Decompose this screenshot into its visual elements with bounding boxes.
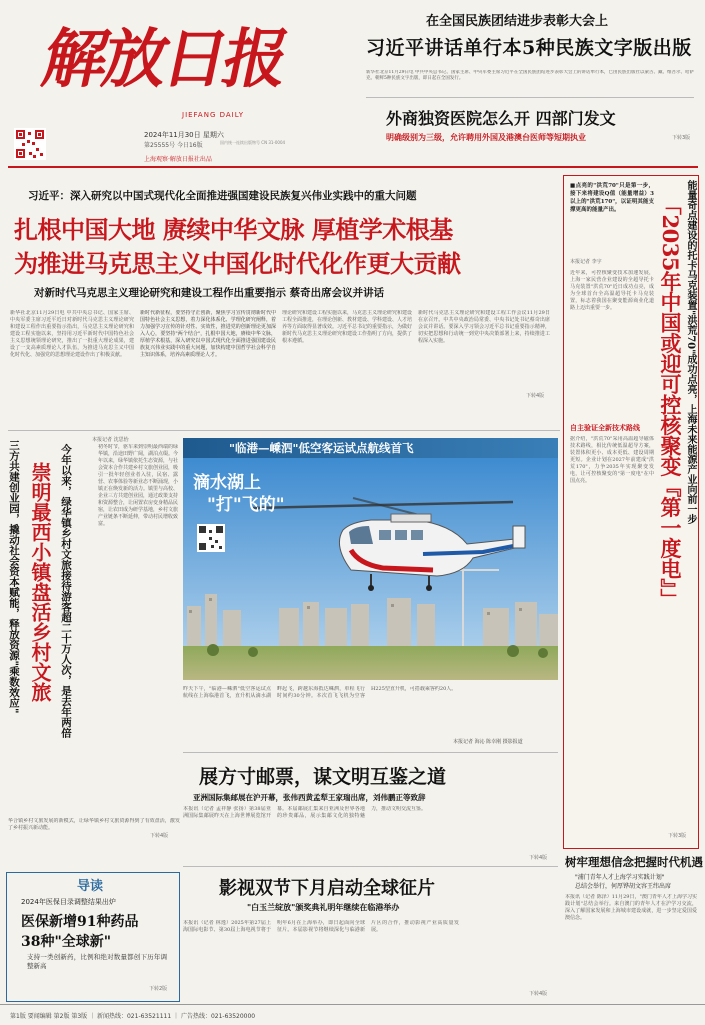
masthead-issue: 第25555号 今日16版 bbox=[144, 142, 203, 149]
guide-title-bar bbox=[7, 873, 179, 893]
feature-story bbox=[0, 430, 180, 840]
qr-code[interactable] bbox=[14, 128, 46, 160]
guide-item-sub: 2024年医保目录调整结果出炉 bbox=[21, 898, 116, 906]
feature-body: 初冬时节，驱车来到崇明最西端的绿华镇，沿途田野广阔，湖泊点缀。今年以来，绿华镇依托生态资源，与社会资本合作共建乡村文旅创业园，吸引一批年轻创业者入驻，民宿、露营、农事体验等新业态不断涌现，小镇正在焕发新的活力。镇里与高校、企业三方共建创业园，通过政策支持和资源整合，让闲置农房变身精品民宿，让农田成为研学基地，乡村文旅产业链条不断延伸，带动村民增收致富。 bbox=[98, 444, 178, 527]
photo-caption: 昨天下午，"临港—嵊泗"低空客运试点航线在上海临港首飞，直升机从滴水湖畔起飞，跨越东海抵达嵊泗，单程飞行时间约30分钟。本次首飞飞机为空客H225型直升机，可搭载乘客约20人。 bbox=[183, 686, 457, 699]
bottom-story bbox=[183, 866, 561, 1000]
bottom-body: 本报讯（记者 林逸）2025年第27届上海国际电影节、第30届上海电视节将于明年6月在上海举办，即日起面向全球征片。本届影视节将继续深化与临港新片区的合作，推动影视产业高质量发展。 bbox=[183, 920, 459, 933]
right-subheading: 自主验证全新技术路线 bbox=[570, 423, 640, 432]
feature-vertical-sub: 三方共建创业园，撬动社会资本赋能，释放资源"乘数效应" bbox=[8, 440, 20, 714]
footer-bar bbox=[0, 1004, 705, 1025]
feature-page-ref: 下转4版 bbox=[150, 833, 169, 839]
feature-vertical-title: 崇明最西小镇盘活乡村文旅 bbox=[28, 462, 52, 702]
stamp-page-ref: 下转4版 bbox=[529, 855, 548, 861]
commentary-sub-2: 总结会举行，何厚铧胡文容王纬出席 bbox=[575, 883, 672, 890]
divider bbox=[8, 430, 560, 431]
divider bbox=[366, 97, 694, 98]
top-news-page-ref: 下转3版 bbox=[672, 135, 691, 141]
masthead-slogan: 上海观察·解放日报社出品 bbox=[144, 156, 212, 163]
bottom-page-ref: 下转4版 bbox=[529, 991, 548, 997]
lead-headline-2: 为推进马克思主义中国化时代化作更大贡献 bbox=[14, 249, 461, 278]
right-intro: ■点亮的"洪荒70"只是第一步，接下来将建设Q值（能量增益）3以上的"洪荒170"，以证明其能支撑更高的能量产出。 bbox=[570, 183, 654, 213]
lead-page-ref: 下转4版 bbox=[526, 393, 545, 399]
feature-byline: 本报记者 沈思怡 bbox=[92, 437, 129, 443]
commentary-sub-1: "浦门青年人才上海学习实践计划" bbox=[575, 874, 665, 881]
right-body-2: 据介绍，"洪荒70"采用高温超导磁体技术路线，相比传统低温超导方案，装置体积更小、成本更低、建设周期更短。企业计划在2027年前建成"洪荒170"，力争2035年实现聚变发电，让可控核聚变的"第一度电"在中国点亮。 bbox=[570, 436, 654, 484]
photo-block bbox=[183, 438, 561, 750]
masthead-meta: 国内统一连续出版物号 CN 31-0004 bbox=[220, 140, 286, 145]
stamp-headline: 展方寸邮票，谋文明互鉴之道 bbox=[199, 766, 447, 788]
photo-credit: 本报记者 海沁 陈幸刚 摄影报道 bbox=[453, 739, 523, 745]
guide-item-title-1[interactable]: 医保新增91种药品 bbox=[21, 914, 139, 930]
guide-title: 导读 bbox=[77, 879, 104, 894]
top-news-headline-1: 习近平讲话单行本5种民族文字版出版 bbox=[366, 37, 692, 59]
right-body-1: 近年来，可控核聚变技术加速发展，上海一家民营企业建设的全超导托卡马克装置"洪荒70"近日成功点亮，成为全球首台全高温超导托卡马克装置，标志着我国在聚变能源商业化道路上迈出重要一步。 bbox=[570, 270, 654, 311]
lead-overline: 习近平：深入研究以中国式现代化全面推进强国建设民族复兴伟业实践中的重大问题 bbox=[28, 190, 417, 202]
masthead-logo: 解放日报 bbox=[36, 22, 293, 97]
lead-col-2: 新时代新征程，要坚持守正创新，聚焦学习宣传贯彻新时代中国特色社会主义思想，着力深化体系化、学理化研究阐释，着力加强学习宣传的针对性、实效性，推进党的创新理论更加深入人心，要坚持"两个结合"，扎根中国大地，赓续中华文脉，厚植学术根基，深入研究以中国式现代化全面推进强国建设民族复兴伟业实践中的重大问题，加快构建中国哲学社会科学自主知识体系，培养高素质理论人才。 bbox=[140, 310, 276, 358]
commentary bbox=[563, 850, 701, 1000]
stamp-body: 本报讯（记者 孟祥静 张扬）第38届亚洲国际集邮展昨天在上海世博展览馆开幕。本届邮展汇集来自亚洲及世界各地的珍贵邮品，展示集邮文化的独特魅力，推动文明交流互鉴。 bbox=[183, 806, 427, 819]
right-feature bbox=[563, 175, 699, 849]
top-news-pre: 在全国民族团结进步表彰大会上 bbox=[426, 14, 609, 29]
masthead-pinyin: JIEFANG DAILY bbox=[182, 111, 244, 119]
bottom-subhead: "白玉兰绽放"颁奖典礼明年继续在临港举办 bbox=[247, 903, 400, 912]
photo-overlay-line-1: 滴水湖上 bbox=[193, 473, 261, 493]
guide-box bbox=[6, 872, 180, 1002]
feature-vertical-overline: 今年以来，绿华镇乡村文旅接待游客超二十万人次，是去年两倍 bbox=[60, 444, 72, 738]
guide-item-title-2[interactable]: 38种"全球新" bbox=[21, 934, 112, 950]
guide-page-ref: 下转2版 bbox=[149, 986, 168, 992]
masthead bbox=[0, 0, 705, 170]
right-byline: 本报记者 李宇 bbox=[570, 259, 602, 265]
bottom-headline: 影视双节下月启动全球征片 bbox=[219, 878, 435, 899]
feature-bottom-text: 华合镇乡村文旅发展的新模式，让绿华镇乡村文旅资源得到了有效盘活，激发了乡村振兴新动能。 bbox=[8, 818, 180, 831]
guide-item-desc: 支持一类创新药，比例和绝对数量都创下历年调整新高 bbox=[27, 953, 167, 970]
right-vertical-overline: 能量奇点建设的托卡马克装置"洪荒70"成功点亮，上海未来能源产业向前一步 bbox=[685, 180, 696, 525]
photo-overlay-title bbox=[193, 472, 303, 516]
stamp-subhead: 亚洲国际集邮展在沪开幕，张伟西黄孟犁王家瑞出席，刘伟鹏正等致辞 bbox=[193, 793, 426, 802]
right-headline: 「2035年中国或迎可控核聚变『第一度电』」 bbox=[658, 194, 683, 609]
top-news-subhead-2: 明确级别为三级，允许聘用外国及港澳台医师等短期执业 bbox=[386, 133, 586, 142]
masthead-date: 2024年11月30日 星期六 bbox=[144, 131, 224, 139]
lead-col-4: 新时代马克思主义理论研究和建设工程工作会议11月29日在京召开。中共中央政治局常委、中央书记处书记蔡奇出席会议并讲话。要深入学习领会习近平总书记重要指示精神，切实把思想和行动统一到党中央决策部署上来，持续推进工程深入实施。 bbox=[418, 310, 550, 344]
lead-col-1: 新华社北京11月29日电 中共中央总书记、国家主席、中央军委主席习近平近日对新时代马克思主义理论研究和建设工程作出重要指示指出，马克思主义理论研究和建设工程实施以来，坚持用习近平新时代中国特色社会主义思想统领理论研究，推出了一批重大理论成果，建设了一支高素质理论人才队伍，为推进马克思主义中国化时代化、加强党的思想理论建设作出了积极贡献。 bbox=[10, 310, 134, 358]
lead-story bbox=[0, 168, 560, 432]
divider bbox=[183, 752, 558, 753]
photo-overlay-line-2: "打"飞的" bbox=[207, 495, 285, 515]
footer-text: 第1版 要闻编辑 第2版 第3版 ｜ 新闻热线：021-63521111 ｜ 广告热线：021-63520000 bbox=[10, 1013, 256, 1020]
lead-col-3: 理论研究和建设工程实施以来，马克思主义理论研究和建设工程全面推进，在理论创新、教材建设、学科建设、人才培养等方面取得显著成效。习近平总书记的重要指示，为做好新时代马克思主义理论研究和建设工作指明了方向，提供了根本遵循。 bbox=[282, 310, 412, 344]
right-page-ref: 下转3版 bbox=[668, 833, 687, 839]
commentary-body: 本报讯（记者 陈泽）11月29日，"澳门青年人才上海学习实践计划"总结会举行。来自澳门的青年人才在沪学习交流，深入了解国家发展和上海城市建设成就，进一步坚定爱国爱澳信念。 bbox=[565, 894, 697, 921]
top-news-headline-2: 外商独资医院怎么开 四部门发文 bbox=[386, 109, 616, 128]
lead-col-2-box bbox=[140, 310, 276, 420]
divider bbox=[183, 866, 558, 867]
stamp-story bbox=[183, 752, 561, 864]
commentary-headline: 树牢理想信念把握时代机遇 bbox=[565, 855, 703, 869]
top-news-body-1: 新华社北京11月29日电 中共中央总书记、国家主席、中央军委主席习近平在全国民族团结进步表彰大会上的讲话单行本，已由民族出版社以蒙古、藏、维吾尔、哈萨克、朝鲜5种民族文字出版，即日起在全国发行。 bbox=[366, 70, 694, 81]
lead-subhead: 对新时代马克思主义理论研究和建设工程作出重要指示 蔡奇出席会议并讲话 bbox=[34, 287, 385, 299]
photo-banner-text: "临港—嵊泗"低空客运试点航线首飞 bbox=[229, 441, 414, 455]
photo-qr-code[interactable] bbox=[197, 524, 225, 552]
lead-headline-1: 扎根中国大地 赓续中华文脉 厚植学术根基 bbox=[14, 215, 453, 244]
